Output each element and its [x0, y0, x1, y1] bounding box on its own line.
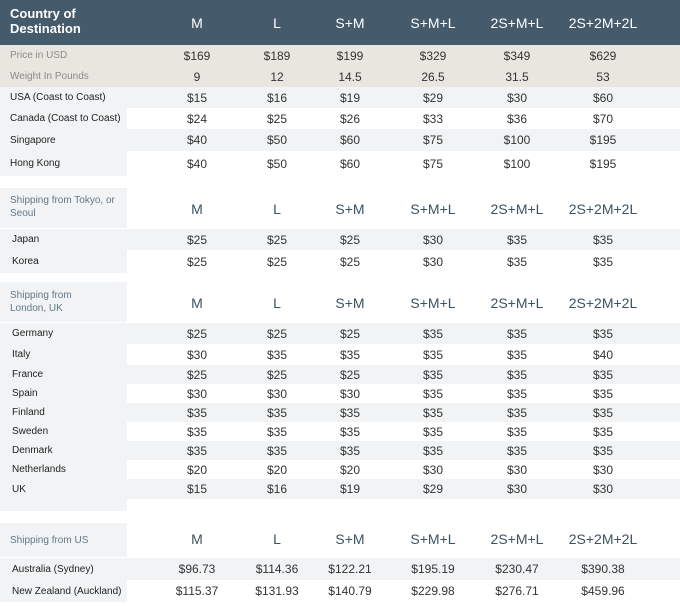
col-header-s-m: S+M — [335, 201, 365, 217]
table-cell: $35 — [592, 386, 614, 401]
table-cell: $25 — [339, 254, 361, 269]
col-header-2s-2m-2l: 2S+2M+2L — [568, 201, 638, 217]
table-cell: $25 — [266, 254, 288, 269]
table-cell: $100 — [503, 156, 531, 171]
table-row — [0, 460, 680, 479]
row-label: Netherlands — [12, 464, 66, 475]
table-cell: $35 — [422, 405, 444, 420]
table-cell: $40 — [186, 133, 208, 147]
table-cell: $26 — [339, 111, 361, 126]
table-cell: $75 — [422, 133, 444, 147]
table-cell: $140.79 — [328, 584, 372, 598]
table-cell: $25 — [186, 326, 208, 341]
table-cell: $15 — [186, 482, 208, 496]
table-cell: $19 — [339, 90, 361, 105]
table-cell: $25 — [266, 367, 288, 382]
table-cell: $50 — [266, 133, 288, 147]
row-label: Germany — [12, 328, 54, 339]
table-cell: $35 — [592, 443, 614, 458]
col-header-2s-m-l: 2S+M+L — [490, 201, 544, 217]
col-header-l: L — [273, 14, 281, 31]
col-header-2s-m-l: 2S+M+L — [490, 14, 544, 31]
table-row — [0, 479, 680, 499]
table-cell: $20 — [186, 462, 208, 477]
col-header-m: M — [191, 531, 203, 547]
price-row — [0, 45, 680, 66]
table-cell: $115.37 — [175, 584, 219, 598]
table-cell: $100 — [503, 133, 531, 147]
table-cell: $35 — [422, 347, 444, 362]
table-cell: $276.71 — [495, 584, 539, 598]
table-cell: $25 — [266, 111, 288, 126]
col-header-s-m-l: S+M+L — [410, 531, 456, 547]
table-cell: $30 — [422, 254, 444, 269]
row-label: Price in USD — [10, 50, 68, 61]
table-cell: $30 — [506, 462, 528, 477]
table-cell: $35 — [506, 254, 528, 269]
table-cell: $36 — [506, 111, 528, 126]
section-title-tokyo-seoul: Shipping from Tokyo, or Seoul — [10, 195, 115, 219]
row-label: UK — [12, 483, 26, 495]
table-header — [0, 0, 680, 45]
table-cell: $25 — [339, 367, 361, 382]
table-row — [0, 323, 680, 344]
table-cell: $35 — [186, 424, 208, 439]
table-cell: $20 — [266, 462, 288, 477]
table-cell: $35 — [592, 424, 614, 439]
table-cell: $30 — [186, 347, 208, 362]
table-cell: $25 — [339, 326, 361, 341]
col-header-m: M — [191, 14, 203, 31]
table-cell: $35 — [506, 326, 528, 341]
table-cell: $16 — [266, 90, 288, 105]
table-cell: $35 — [186, 405, 208, 420]
table-cell: $35 — [186, 443, 208, 458]
table-cell: $25 — [186, 232, 208, 247]
table-cell: $60 — [339, 133, 361, 147]
col-header-l: L — [273, 531, 281, 547]
table-row — [0, 87, 680, 108]
table-cell: $35 — [592, 405, 614, 420]
table-cell: $35 — [339, 405, 361, 420]
table-cell: $30 — [186, 386, 208, 401]
table-cell: $20 — [339, 462, 361, 477]
price-cell: $189 — [263, 48, 291, 63]
row-label: France — [12, 369, 44, 380]
row-label: Canada (Coast to Coast) — [10, 113, 121, 124]
table-cell: $75 — [422, 156, 444, 171]
table-cell: $30 — [339, 386, 361, 401]
col-header-s-m-l: S+M+L — [410, 295, 456, 311]
row-label: Spain — [12, 388, 38, 399]
price-cell: $349 — [503, 48, 531, 63]
table-cell: $35 — [592, 367, 614, 382]
table-cell: $35 — [592, 254, 614, 269]
row-label: Japan — [12, 234, 40, 245]
table-row — [0, 580, 680, 602]
table-cell: $35 — [339, 424, 361, 439]
table-row — [0, 422, 680, 441]
col-header-l: L — [273, 201, 281, 217]
table-row — [0, 558, 680, 580]
table-cell: $30 — [592, 482, 614, 496]
table-cell: $229.98 — [411, 584, 455, 598]
table-cell: $35 — [422, 386, 444, 401]
table-cell: $35 — [506, 232, 528, 247]
table-cell: $60 — [592, 90, 614, 105]
row-label: Weight In Pounds — [10, 71, 89, 82]
col-header-s-m-l: S+M+L — [410, 14, 456, 31]
table-cell: $40 — [592, 347, 614, 362]
table-cell: $35 — [506, 405, 528, 420]
price-cell: $169 — [183, 48, 211, 63]
table-cell: $15 — [186, 90, 208, 105]
table-cell: $390.38 — [581, 562, 625, 576]
table-cell: $33 — [422, 111, 444, 126]
table-cell: $35 — [506, 367, 528, 382]
table-row — [0, 344, 680, 365]
table-cell: $35 — [506, 347, 528, 362]
col-header-s-m: S+M — [335, 295, 365, 311]
table-row — [0, 403, 680, 422]
table-cell: $25 — [266, 232, 288, 247]
table-cell: $35 — [266, 405, 288, 420]
table-cell: $35 — [592, 232, 614, 247]
table-cell: $16 — [266, 482, 288, 496]
table-cell: $25 — [186, 254, 208, 269]
table-row — [0, 365, 680, 384]
table-cell: $131.93 — [255, 584, 299, 598]
table-cell: $35 — [592, 326, 614, 341]
col-header-2s-m-l: 2S+M+L — [490, 295, 544, 311]
table-row — [0, 384, 680, 403]
row-label: New Zealand (Auckland) — [12, 585, 122, 597]
table-cell: $35 — [506, 386, 528, 401]
table-cell: $25 — [339, 232, 361, 247]
section-title-us: Shipping from US — [10, 535, 89, 546]
table-cell: $25 — [266, 326, 288, 341]
weight-cell: 12 — [270, 69, 284, 84]
table-cell: $30 — [506, 482, 528, 496]
table-cell: $25 — [186, 367, 208, 382]
table-cell: $30 — [506, 90, 528, 105]
table-row — [0, 441, 680, 460]
row-label: Denmark — [12, 445, 53, 456]
table-cell: $35 — [266, 443, 288, 458]
table-cell: $40 — [186, 156, 208, 171]
table-cell: $50 — [266, 156, 288, 171]
col-header-m: M — [191, 201, 203, 217]
price-cell: $199 — [336, 48, 364, 63]
table-cell: $230.47 — [495, 562, 539, 576]
table-cell: $35 — [506, 443, 528, 458]
table-cell: $35 — [266, 347, 288, 362]
col-header-2s-2m-2l: 2S+2M+2L — [568, 295, 638, 311]
section-title-london: Shipping from London, UK — [10, 290, 72, 314]
weight-row — [0, 66, 680, 87]
table-cell: $30 — [422, 232, 444, 247]
row-label: Korea — [12, 256, 39, 267]
table-cell: $195 — [589, 133, 617, 147]
table-cell: $35 — [422, 443, 444, 458]
table-cell: $30 — [266, 386, 288, 401]
col-header-s-m: S+M — [335, 531, 365, 547]
table-cell: $195.19 — [411, 562, 455, 576]
table-cell: $35 — [339, 347, 361, 362]
col-header-s-m: S+M — [335, 14, 365, 31]
col-header-m: M — [191, 295, 203, 311]
table-cell: $35 — [339, 443, 361, 458]
row-label: USA (Coast to Coast) — [10, 92, 106, 103]
col-header-2s-m-l: 2S+M+L — [490, 531, 544, 547]
table-cell: $70 — [592, 111, 614, 126]
table-cell: $114.36 — [255, 562, 299, 576]
table-row — [0, 250, 680, 273]
weight-cell: 26.5 — [421, 69, 445, 84]
weight-cell: 14.5 — [338, 69, 362, 84]
weight-cell: 9 — [193, 69, 201, 84]
row-label: Singapore — [10, 134, 56, 146]
table-row — [0, 229, 680, 250]
col-header-l: L — [273, 295, 281, 311]
weight-cell: 31.5 — [505, 69, 529, 84]
table-cell: $35 — [422, 424, 444, 439]
table-cell: $19 — [339, 482, 361, 496]
table-cell: $35 — [422, 367, 444, 382]
band-spacer — [0, 499, 127, 511]
table-cell: $29 — [422, 482, 444, 496]
col-header-s-m-l: S+M+L — [410, 201, 456, 217]
table-cell: $30 — [592, 462, 614, 477]
weight-cell: 53 — [596, 69, 610, 84]
row-label: Sweden — [12, 426, 49, 437]
row-label: Finland — [12, 407, 45, 418]
table-cell: $195 — [589, 156, 617, 171]
table-cell: $459.96 — [581, 584, 625, 598]
country-of-destination-heading: Country of Destination — [10, 6, 81, 36]
table-row — [0, 129, 680, 151]
table-cell: $35 — [422, 326, 444, 341]
table-cell: $24 — [186, 111, 208, 126]
price-cell: $329 — [419, 48, 447, 63]
price-cell: $629 — [589, 48, 617, 63]
table-cell: $96.73 — [178, 562, 216, 576]
row-label: Australia (Sydney) — [12, 563, 94, 575]
table-cell: $35 — [266, 424, 288, 439]
table-cell: $60 — [339, 156, 361, 171]
table-row — [0, 108, 680, 129]
table-cell: $122.21 — [328, 562, 372, 576]
row-label: Hong Kong — [10, 158, 61, 169]
table-cell: $29 — [422, 90, 444, 105]
table-row — [0, 151, 680, 176]
col-header-2s-2m-2l: 2S+2M+2L — [568, 14, 638, 31]
table-cell: $35 — [506, 424, 528, 439]
col-header-2s-2m-2l: 2S+2M+2L — [568, 531, 638, 547]
table-cell: $30 — [422, 462, 444, 477]
row-label: Italy — [12, 349, 31, 360]
